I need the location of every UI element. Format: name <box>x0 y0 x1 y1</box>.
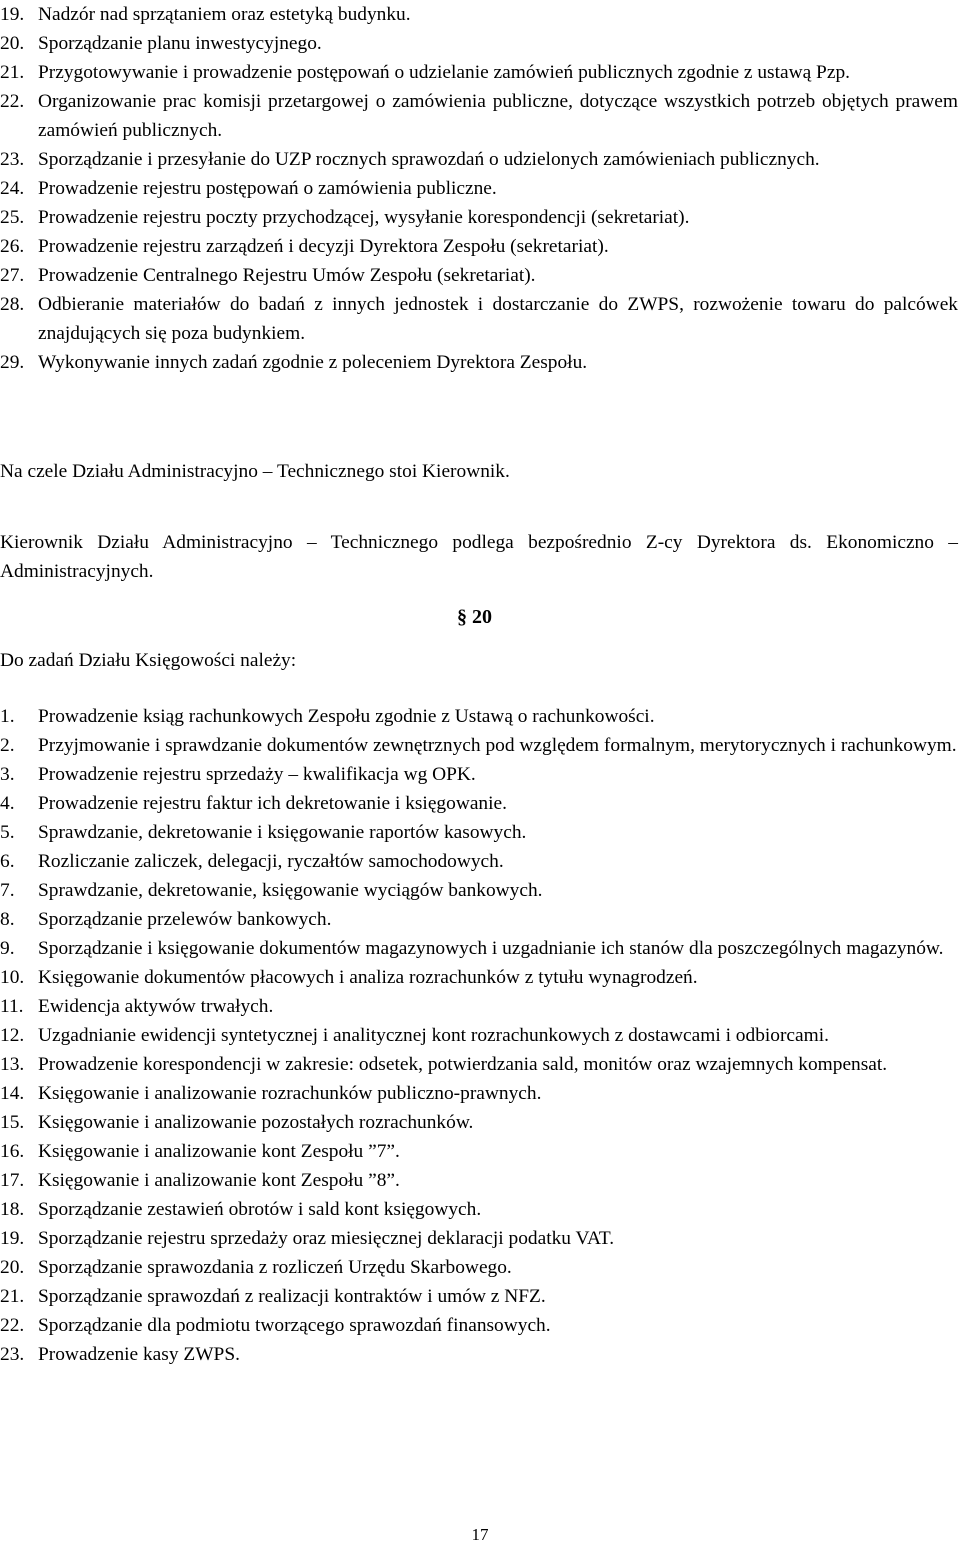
list-item-number: 4. <box>0 793 15 814</box>
ksiegowosc-intro: Do zadań Działu Księgowości należy: <box>0 650 297 671</box>
list-item-number: 23. <box>0 1344 25 1365</box>
list-item-text: Sporządzanie sprawozdania z rozliczeń Urzędu Skarbowego. <box>38 1257 512 1278</box>
list-item-text: Księgowanie i analizowanie kont Zespołu ”7”. <box>38 1141 400 1162</box>
list-item-number: 21. <box>0 62 25 83</box>
list-item <box>0 290 958 348</box>
list-item <box>0 232 958 261</box>
list-item-number: 22. <box>0 91 25 112</box>
list-item-number: 18. <box>0 1199 25 1220</box>
list-item-text: Sporządzanie dla podmiotu tworzącego sprawozdań finansowych. <box>38 1315 551 1336</box>
list-item-number: 19. <box>0 4 25 25</box>
list-item-text: Księgowanie dokumentów płacowych i analiza rozrachunków z tytułu wynagrodzeń. <box>38 967 698 988</box>
list-item-number: 26. <box>0 236 25 257</box>
list-item-text: Prowadzenie Centralnego Rejestru Umów Zespołu (sekretariat). <box>38 265 536 286</box>
list-item <box>0 1021 958 1050</box>
list-item-text: Rozliczanie zaliczek, delegacji, ryczałtów samochodowych. <box>38 851 504 872</box>
list-item-text: Prowadzenie rejestru zarządzeń i decyzji Dyrektora Zespołu (sekretariat). <box>38 236 609 257</box>
list-item <box>0 876 958 905</box>
list-item <box>0 348 958 377</box>
list-item-number: 10. <box>0 967 25 988</box>
list-item-text: Sporządzanie planu inwestycyjnego. <box>38 33 322 54</box>
list-item-number: 12. <box>0 1025 25 1046</box>
list-item-number: 17. <box>0 1170 25 1191</box>
list-item-number: 11. <box>0 996 24 1017</box>
list-item-text: Sporządzanie i księgowanie dokumentów magazynowych i uzgadnianie ich stanów dla poszczególnych magazynów. <box>38 938 944 959</box>
list-item-text: Księgowanie i analizowanie rozrachunków publiczno-prawnych. <box>38 1083 542 1104</box>
list-item-number: 24. <box>0 178 25 199</box>
list-item-number: 13. <box>0 1054 25 1075</box>
list-item <box>0 789 958 818</box>
list-item <box>0 934 958 963</box>
list-item <box>0 1311 958 1340</box>
list-item <box>0 760 958 789</box>
list-item-text: Sprawdzanie, dekretowanie i księgowanie raportów kasowych. <box>38 822 527 843</box>
list-item <box>0 0 958 29</box>
page-number: 17 <box>471 1525 489 1544</box>
list-item-number: 14. <box>0 1083 25 1104</box>
list-item-text: Prowadzenie kasy ZWPS. <box>38 1344 240 1365</box>
list-item-number: 19. <box>0 1228 25 1249</box>
list-item <box>0 1195 958 1224</box>
list-item-number: 6. <box>0 851 15 872</box>
tasks-list-administracyjno-techniczny <box>0 0 958 377</box>
list-item-number: 2. <box>0 735 15 756</box>
list-item <box>0 174 958 203</box>
list-item <box>0 702 958 731</box>
list-item <box>0 203 958 232</box>
kierownik-paragraph: Na czele Działu Administracyjno – Technicznego stoi Kierownik. <box>0 461 510 482</box>
list-item-number: 9. <box>0 938 15 959</box>
list-item-text: Uzgadnianie ewidencji syntetycznej i analitycznej kont rozrachunkowych z dostawcami i odbiorcami. <box>38 1025 829 1046</box>
list-item <box>0 145 958 174</box>
list-item <box>0 261 958 290</box>
list-item-number: 20. <box>0 1257 25 1278</box>
list-item-number: 3. <box>0 764 15 785</box>
list-item <box>0 1137 958 1166</box>
list-item <box>0 992 958 1021</box>
list-item-number: 1. <box>0 706 15 727</box>
list-item-number: 29. <box>0 352 25 373</box>
list-item <box>0 818 958 847</box>
list-item-number: 23. <box>0 149 25 170</box>
list-item <box>0 847 958 876</box>
list-item-text: Księgowanie i analizowanie kont Zespołu ”8”. <box>38 1170 400 1191</box>
list-item <box>0 731 958 760</box>
list-item-number: 25. <box>0 207 25 228</box>
list-item-number: 15. <box>0 1112 25 1133</box>
list-item <box>0 905 958 934</box>
list-item <box>0 1224 958 1253</box>
list-item-text: Prowadzenie rejestru postępowań o zamówienia publiczne. <box>38 178 497 199</box>
tasks-list-ksiegowosc <box>0 702 958 1369</box>
list-item-text: Przygotowywanie i prowadzenie postępowań o udzielanie zamówień publicznych zgodnie z ustawą Pzp. <box>38 62 850 83</box>
list-item-text: Prowadzenie ksiąg rachunkowych Zespołu zgodnie z Ustawą o rachunkowości. <box>38 706 655 727</box>
list-item-text: Przyjmowanie i sprawdzanie dokumentów zewnętrznych pod względem formalnym, merytorycznych i rachunkowym. <box>38 735 957 756</box>
list-item <box>0 58 958 87</box>
list-item-text: Sporządzanie rejestru sprzedaży oraz miesięcznej deklaracji podatku VAT. <box>38 1228 615 1249</box>
list-item <box>0 1282 958 1311</box>
list-item-text: Ewidencja aktywów trwałych. <box>38 996 274 1017</box>
list-item-text: Sporządzanie zestawień obrotów i sald kont księgowych. <box>38 1199 482 1220</box>
list-item <box>0 1340 958 1369</box>
list-item-text: Sporządzanie przelewów bankowych. <box>38 909 332 930</box>
list-item-text: Sporządzanie sprawozdań z realizacji kontraktów i umów z NFZ. <box>38 1286 546 1307</box>
list-item-number: 5. <box>0 822 15 843</box>
list-item-number: 28. <box>0 294 25 315</box>
list-item-number: 27. <box>0 265 25 286</box>
list-item-number: 22. <box>0 1315 25 1336</box>
list-item-text: Sprawdzanie, dekretowanie, księgowanie wyciągów bankowych. <box>38 880 543 901</box>
section-mark: § 20 <box>457 606 492 628</box>
list-item-text: Organizowanie prac komisji przetargowej o zamówienia publiczne, dotyczące wszystkich potrzeb objętych prawem zamówień publicznych. <box>38 91 958 141</box>
list-item-text: Prowadzenie rejestru poczty przychodzącej, wysyłanie korespondencji (sekretariat). <box>38 207 690 228</box>
list-item <box>0 1079 958 1108</box>
list-item-number: 20. <box>0 33 25 54</box>
list-item <box>0 1108 958 1137</box>
list-item <box>0 1166 958 1195</box>
list-item <box>0 1050 958 1079</box>
list-item-number: 21. <box>0 1286 25 1307</box>
list-item-number: 16. <box>0 1141 25 1162</box>
list-item-text: Wykonywanie innych zadań zgodnie z poleceniem Dyrektora Zespołu. <box>38 352 588 373</box>
list-item-text: Prowadzenie rejestru faktur ich dekretowanie i księgowanie. <box>38 793 507 814</box>
list-item <box>0 1253 958 1282</box>
list-item-number: 8. <box>0 909 15 930</box>
list-item-text: Odbieranie materiałów do badań z innych jednostek i dostarczanie do ZWPS, rozwożenie towaru do palcówek znajdujących się poza budynkiem. <box>38 294 958 344</box>
list-item-text: Sporządzanie i przesyłanie do UZP rocznych sprawozdań o udzielonych zamówieniach publicznych. <box>38 149 820 170</box>
list-item <box>0 963 958 992</box>
list-item <box>0 87 958 145</box>
list-item-text: Księgowanie i analizowanie pozostałych rozrachunków. <box>38 1112 474 1133</box>
podleglosc-paragraph: Kierownik Działu Administracyjno – Technicznego podlega bezpośrednio Z-cy Dyrektora ds. Ekonomiczno – Administracyjnych. <box>0 532 958 582</box>
list-item <box>0 29 958 58</box>
list-item-text: Prowadzenie rejestru sprzedaży – kwalifikacja wg OPK. <box>38 764 476 785</box>
list-item-number: 7. <box>0 880 15 901</box>
list-item-text: Nadzór nad sprzątaniem oraz estetyką budynku. <box>38 4 411 25</box>
list-item-text: Prowadzenie korespondencji w zakresie: odsetek, potwierdzania sald, monitów oraz wzajemnych kompensat. <box>38 1054 888 1075</box>
